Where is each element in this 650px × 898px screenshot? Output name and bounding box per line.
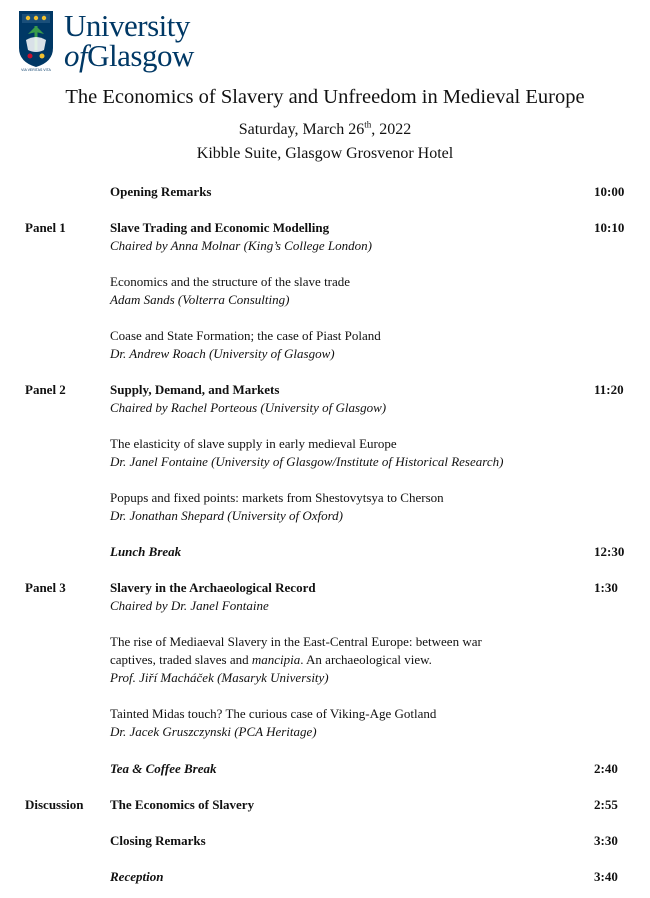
tea-break: Tea & Coffee Break — [110, 761, 217, 776]
talk-title-line1: The rise of Mediaeval Slavery in the East-Central Europe: between war — [110, 634, 482, 649]
reception-time: 3:40 — [594, 869, 618, 884]
discussion-time: 2:55 — [594, 797, 618, 812]
event-date — [0, 121, 650, 139]
date-suffix: th — [364, 119, 372, 130]
talk-title: Popups and fixed points: markets from Shestovytsya to Cherson — [110, 490, 444, 505]
panel1-chair: Chaired by Anna Molnar (King’s College London) — [110, 238, 372, 253]
logo-of: of — [64, 38, 88, 73]
talk-title: The elasticity of slave supply in early medieval Europe — [110, 436, 397, 451]
panel1-time: 10:10 — [594, 220, 625, 235]
crest-motto: VIA VERITAS VITA — [21, 68, 51, 72]
discussion-label: Discussion — [25, 797, 84, 812]
panel3-time: 1:30 — [594, 580, 618, 595]
talk-speaker: Dr. Jacek Gruszczynski (PCA Heritage) — [110, 724, 317, 739]
talk-speaker: Prof. Jiří Macháček (Masaryk University) — [110, 670, 329, 685]
talk-title-text: captives, traded slaves and — [110, 652, 252, 667]
talk-title: Tainted Midas touch? The curious case of Viking-Age Gotland — [110, 706, 437, 721]
crest-icon — [18, 10, 54, 68]
reception: Reception — [110, 869, 164, 884]
talk-title-line2 — [110, 652, 432, 668]
panel2-time: 11:20 — [594, 382, 624, 397]
talk-title-emphasis: mancipia — [251, 652, 301, 667]
opening-time: 10:00 — [594, 184, 625, 199]
panel1-label: Panel 1 — [25, 220, 66, 235]
closing-remarks: Closing Remarks — [110, 833, 206, 848]
talk-speaker: Adam Sands (Volterra Consulting) — [110, 292, 290, 307]
date-text: Saturday, March 26 — [238, 121, 365, 138]
panel1-title: Slave Trading and Economic Modelling — [110, 220, 330, 235]
panel2-label: Panel 2 — [25, 382, 66, 397]
tea-time: 2:40 — [594, 761, 618, 776]
logo-university: University — [64, 8, 190, 43]
discussion-title: The Economics of Slavery — [110, 797, 255, 812]
event-venue: Kibble Suite, Glasgow Grosvenor Hotel — [196, 145, 454, 162]
panel3-chair: Chaired by Dr. Janel Fontaine — [110, 598, 269, 613]
panel3-title: Slavery in the Archaeological Record — [110, 580, 316, 595]
panel3-label: Panel 3 — [25, 580, 66, 595]
logo-glasgow: Glasgow — [87, 38, 194, 73]
panel2-title: Supply, Demand, and Markets — [110, 382, 280, 397]
date-year: , 2022 — [371, 121, 412, 138]
talk-speaker: Dr. Jonathan Shepard (University of Oxford) — [110, 508, 344, 523]
panel2-chair: Chaired by Rachel Porteous (University of Glasgow) — [110, 400, 387, 415]
lunch-time: 12:30 — [594, 544, 625, 559]
page-title: The Economics of Slavery and Unfreedom in Medieval Europe — [65, 86, 585, 108]
talk-title: Economics and the structure of the slave trade — [110, 274, 351, 289]
university-logo — [18, 10, 208, 72]
lunch-break: Lunch Break — [110, 544, 182, 559]
talk-title: Coase and State Formation; the case of Piast Poland — [110, 328, 381, 343]
talk-speaker: Dr. Janel Fontaine (University of Glasgow/Institute of Historical Research) — [110, 454, 504, 469]
talk-speaker: Dr. Andrew Roach (University of Glasgow) — [110, 346, 335, 361]
closing-time: 3:30 — [594, 833, 618, 848]
logo-of-glasgow — [64, 40, 194, 71]
opening-remarks: Opening Remarks — [110, 184, 212, 199]
talk-title-text: . An archaeological view. — [300, 652, 432, 667]
